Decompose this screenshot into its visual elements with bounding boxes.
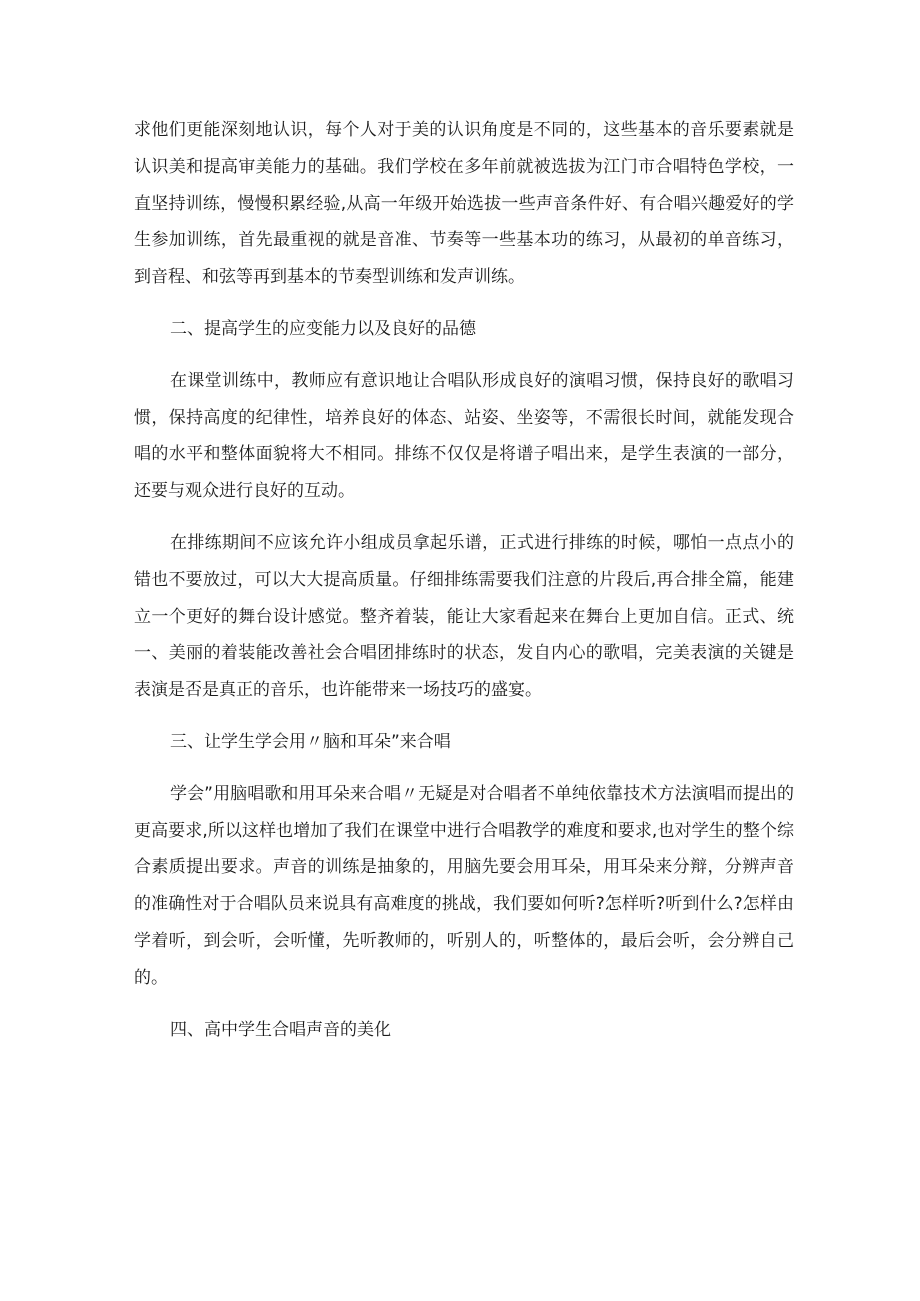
paragraph-classroom-training: 在课堂训练中，教师应有意识地让合唱队形成良好的演唱习惯，保持良好的歌唱习惯，保持高度的纪律性，培养良好的体态、站姿、坐姿等，不需很长时间，就能发现合唱的水平和整体面貌将大不相同。排练不仅仅是将谱子唱出来，是学生表演的一部分，还要与观众进行良好的互动。 — [134, 370, 794, 502]
section-heading-2: 二、提高学生的应变能力以及良好的品德 — [170, 318, 476, 339]
paragraph-gap — [134, 761, 794, 776]
paragraph-gap — [134, 348, 794, 363]
paragraph-gap — [134, 296, 794, 311]
paragraph-continuation: 求他们更能深刻地认识，每个人对于美的认识角度是不同的，这些基本的音乐要素就是认识美和提高审美能力的基础。我们学校在多年前就被选拔为江门市合唱特色学校，一直坚持训练，慢慢积累经验,从高一年级开始选拔一些声音条件好、有合唱兴趣爱好的学生参加训练，首先最重视的就是音准、节奏等一些基本功的练习，从最初的单音练习，到音程、和弦等再到基本的节奏型训练和发声训练。 — [134, 120, 794, 288]
section-heading-3: 三、让学生学会用〃脑和耳朵”来合唱 — [170, 731, 451, 752]
paragraph-rehearsal: 在排练期间不应该允许小组成员拿起乐谱，正式进行排练的时候，哪怕一点点小的错也不要放过，可以大大提高质量。仔细排练需要我们注意的片段后,再合排全篇，能建立一个更好的舞台设计感觉。整齐着装，能让大家看起来在舞台上更加自信。正式、统一、美丽的着装能改善社会合唱团排练时的状态，发自内心的歌唱，完美表演的关键是表演是否是真正的音乐，也许能带来一场技巧的盛宴。 — [134, 532, 794, 701]
paragraph-gap — [134, 709, 794, 724]
paragraph-gap — [134, 997, 794, 1012]
paragraph-listening: 学会”用脑唱歌和用耳朵来合唱〃无疑是对合唱者不单纯依靠技术方法演唱而提出的更高要求,所以这样也增加了我们在课堂中进行合唱教学的难度和要求,也对学生的整个综合素质提出要求。声音的训练是抽象的，用脑先要会用耳朵，用耳朵来分辩，分辨声音的准确性对于合唱队员来说具有高难度的挑战，我们要如何听?怎样听?听到什么?怎样由学着听，到会听，会听懂，先听教师的，听别人的，听整体的，最后会听，会分辨自己的。 — [134, 783, 794, 988]
paragraph-gap — [134, 510, 794, 525]
section-heading-4: 四、高中学生合唱声音的美化 — [170, 1019, 391, 1040]
document-body — [134, 112, 794, 1048]
